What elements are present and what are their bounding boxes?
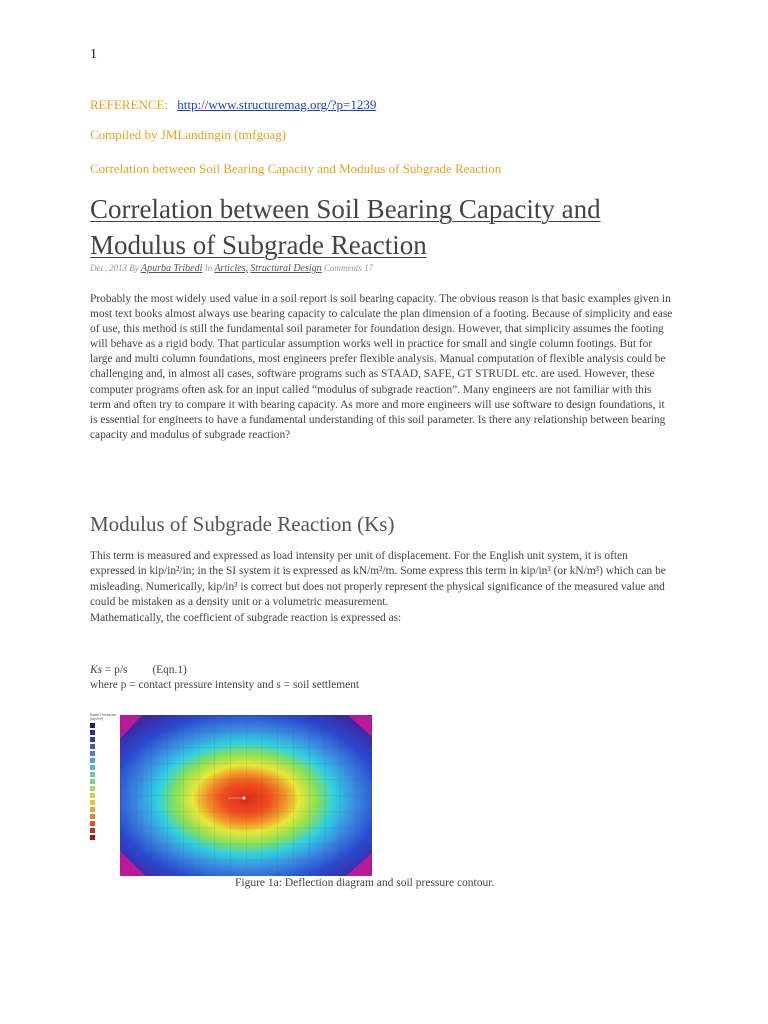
byline-date: Dec, 2013 <box>90 263 127 273</box>
legend-row <box>90 813 120 819</box>
legend-swatch <box>90 772 95 777</box>
byline-category-structural-design[interactable]: Structural Design <box>250 263 322 274</box>
legend-swatch <box>90 807 95 812</box>
contour-svg <box>120 715 372 876</box>
figure-caption: Figure 1a: Deflection diagram and soil pressure contour. <box>235 877 495 889</box>
equation-rhs: = p/s <box>104 664 128 676</box>
legend-swatch <box>90 730 95 735</box>
legend-swatch <box>90 828 95 833</box>
equation-label: (Eqn.1) <box>152 664 187 676</box>
legend-row <box>90 820 120 826</box>
section-heading: Modulus of Subgrade Reaction (Ks) <box>90 512 395 536</box>
legend-swatch <box>90 751 95 756</box>
intro-paragraph: Probably the most widely used value in a soil report is soil bearing capacity. The obvious reason is that basic examples given in most text books almost always use bearing capacity to calculate the plan dimension of a footing. Because of simplicity and ease of use, this method is still the fundamental soil parameter for foundation design. However, that simplicity assumes the footing will behave as a rigid body. That particular assumption works well in practice for small and single column footings. But for large and multi column foundations, most engineers prefer flexible analysis. Manual computation of flexible analysis could be challenging and, in almost all cases, software programs such as STAAD, SAFE, GT STRUDL etc. are used. However, these computer programs often ask for an input called “modulus of subgrade reaction”. Many engineers are not familiar with this term and often try to compare it with bearing capacity. As more and more engineers will use software to design foundations, it is essential for engineers to have a fundamental understanding of this soil parameter. Is there any relationship between bearing capacity and modulus of subgrade reaction? <box>90 293 673 441</box>
page-number: 1 <box>90 47 97 62</box>
legend-row <box>90 764 120 770</box>
byline-author-link[interactable]: Apurba Tribedi <box>141 263 203 274</box>
pressure-contour-image <box>120 715 372 876</box>
legend-row <box>90 771 120 777</box>
legend-swatch <box>90 793 95 798</box>
equation-line <box>90 663 187 678</box>
where-line: where p = contact pressure intensity and s = soil settlement <box>90 679 360 691</box>
legend-swatch <box>90 835 95 840</box>
legend-swatch <box>90 758 95 763</box>
soil-pressure-figure <box>90 713 375 878</box>
compiled-by: Compiled by JMLandingin (tmfgoag) <box>90 127 287 142</box>
reference-link[interactable]: http://www.structuremag.org/?p=1239 <box>177 97 377 112</box>
legend-row <box>90 743 120 749</box>
legend-swatch <box>90 786 95 791</box>
legend-row <box>90 827 120 833</box>
legend-row <box>90 792 120 798</box>
math-intro: Mathematically, the coefficient of subgrade reaction is expressed as: <box>90 611 402 624</box>
legend-row <box>90 785 120 791</box>
legend-title: Base Pressure (kip/in²) <box>90 712 117 721</box>
legend-swatch <box>90 821 95 826</box>
legend-swatch <box>90 800 95 805</box>
legend-row <box>90 834 120 840</box>
section-body <box>90 549 675 626</box>
byline-by: By <box>129 263 139 273</box>
legend-row <box>90 750 120 756</box>
legend-row <box>90 722 120 728</box>
article-title[interactable]: Correlation between Soil Bearing Capacity and Modulus of Subgrade Reaction <box>90 194 601 260</box>
legend-row <box>90 729 120 735</box>
reference-label: REFERENCE: <box>90 97 169 112</box>
legend-row <box>90 736 120 742</box>
legend-swatch <box>90 779 95 784</box>
legend-row <box>90 799 120 805</box>
legend-row <box>90 806 120 812</box>
legend-swatch <box>90 765 95 770</box>
document-subtitle: Correlation between Soil Bearing Capacity and Modulus of Subgrade Reaction <box>90 161 502 176</box>
article-byline <box>90 263 373 274</box>
legend-rows <box>90 722 120 840</box>
legend-swatch <box>90 737 95 742</box>
legend-swatch <box>90 723 95 728</box>
byline-in: In <box>204 263 213 273</box>
byline-category-articles[interactable]: Articles, <box>214 263 249 274</box>
legend-row <box>90 778 120 784</box>
equation-lhs: Ks <box>90 664 103 676</box>
legend-swatch <box>90 814 95 819</box>
section-paragraph: This term is measured and expressed as load intensity per unit of displacement. For the English unit system, it is often expressed in kip/in²/in; in the SI system it is expressed as kN/m²/m. Some express this term in kip/in³ (or kN/m³) which can be misleading. Numerically, kip/in³ is correct but does not properly represent the physical significance of the measured value and could be mistaken as a density unit or a volumetric measurement. <box>90 550 666 609</box>
reference-line <box>90 97 376 113</box>
legend-swatch <box>90 744 95 749</box>
byline-comments[interactable]: Comments 17 <box>323 263 374 273</box>
legend-row <box>90 757 120 763</box>
figure-legend <box>90 713 120 878</box>
